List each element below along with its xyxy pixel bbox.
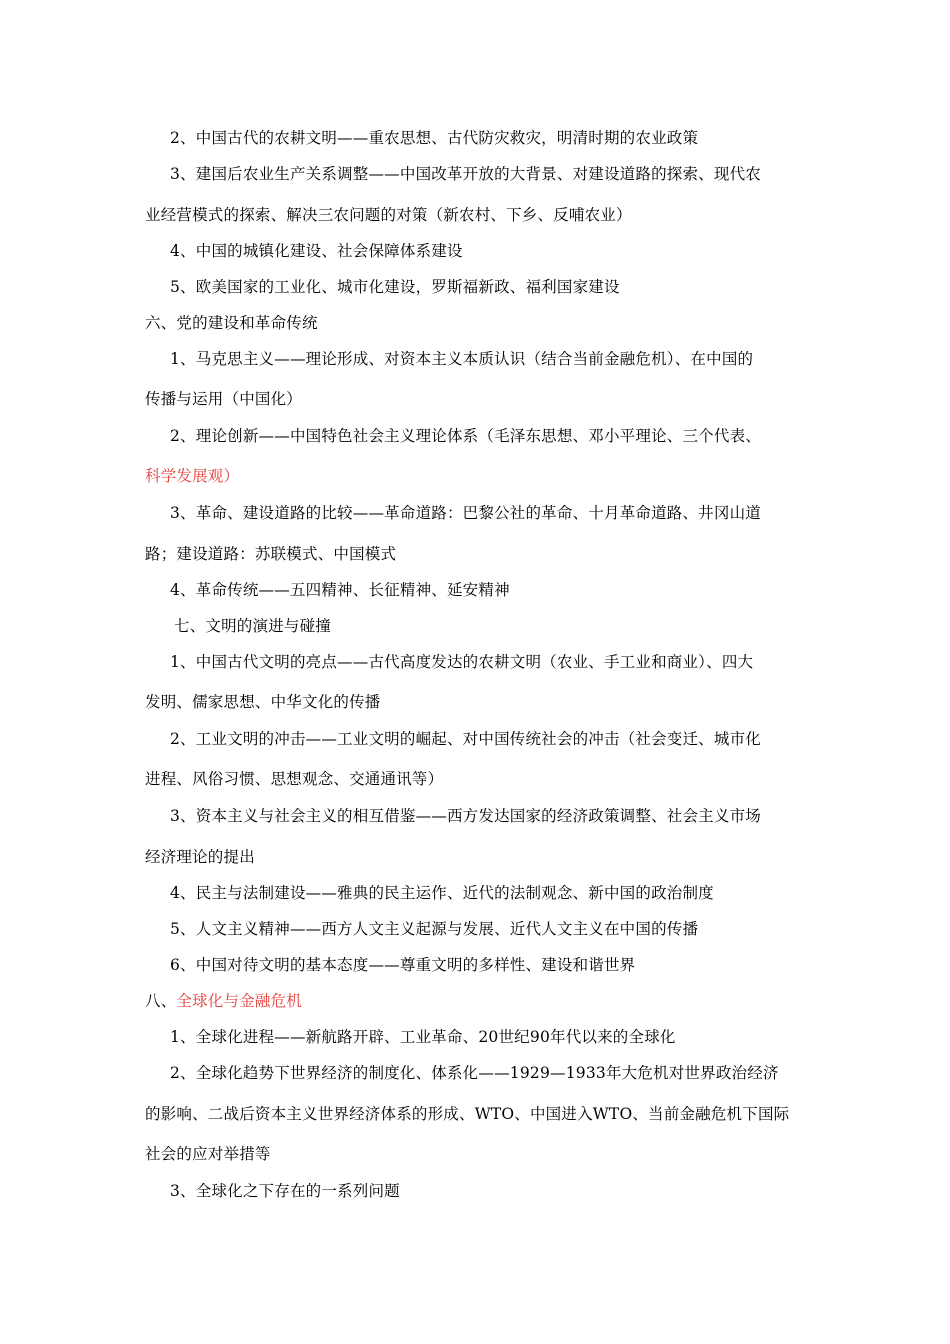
item-2-globalization-line1: 2、全球化趋势下世界经济的制度化、体系化——1929—1933年大危机对世界政治经济 bbox=[170, 1064, 779, 1082]
item-2-theory-line1: 2、理论创新——中国特色社会主义理论体系（毛泽东思想、邓小平理论、三个代表、 bbox=[170, 427, 761, 445]
section-8-title: 全球化与金融危机 bbox=[176, 992, 303, 1010]
item-3-problems: 3、全球化之下存在的一系列问题 bbox=[170, 1182, 400, 1200]
item-5-industrialization: 5、欧美国家的工业化、城市化建设，罗斯福新政、福利国家建设 bbox=[170, 278, 620, 296]
item-3-capitalism-line2: 经济理论的提出 bbox=[145, 848, 255, 866]
item-6-attitude: 6、中国对待文明的基本态度——尊重文明的多样性、建设和谐世界 bbox=[170, 956, 636, 974]
item-2-theory-line2: 科学发展观） bbox=[145, 467, 240, 485]
item-1-globalization: 1、全球化进程——新航路开辟、工业革命、20世纪90年代以来的全球化 bbox=[170, 1028, 676, 1046]
item-2-agriculture: 2、中国古代的农耕文明——重农思想、古代防灾救灾，明清时期的农业政策 bbox=[170, 129, 699, 147]
item-2-industrial-line1: 2、工业文明的冲击——工业文明的崛起、对中国传统社会的冲击（社会变迁、城市化 bbox=[170, 730, 761, 748]
item-2-globalization-line3: 社会的应对举措等 bbox=[145, 1145, 271, 1163]
item-1-marxism-line2: 传播与运用（中国化） bbox=[145, 390, 303, 408]
section-8-heading bbox=[145, 991, 815, 1011]
item-3-capitalism-line1: 3、资本主义与社会主义的相互借鉴——西方发达国家的经济政策调整、社会主义市场 bbox=[170, 807, 761, 825]
item-2-globalization-line2: 的影响、二战后资本主义世界经济体系的形成、WTO、中国进入WTO、当前金融危机下国际 bbox=[145, 1105, 790, 1123]
item-4-democracy: 4、民主与法制建设——雅典的民主运作、近代的法制观念、新中国的政治制度 bbox=[170, 884, 714, 902]
item-3-revolution-line2: 路；建设道路：苏联模式、中国模式 bbox=[145, 545, 397, 563]
item-3-revolution-line1: 3、革命、建设道路的比较——革命道路：巴黎公社的革命、十月革命道路、井冈山道 bbox=[170, 504, 761, 522]
section-6-heading: 六、党的建设和革命传统 bbox=[145, 314, 318, 332]
item-3-agriculture-line1: 3、建国后农业生产关系调整——中国改革开放的大背景、对建设道路的探索、现代农 bbox=[170, 165, 761, 183]
item-4-tradition: 4、革命传统——五四精神、长征精神、延安精神 bbox=[170, 581, 510, 599]
item-3-agriculture-line2: 业经营模式的探索、解决三农问题的对策（新农村、下乡、反哺农业） bbox=[145, 206, 632, 224]
item-2-industrial-line2: 进程、风俗习惯、思想观念、交通通讯等） bbox=[145, 770, 444, 788]
item-4-urbanization: 4、中国的城镇化建设、社会保障体系建设 bbox=[170, 242, 463, 260]
item-1-marxism-line1: 1、马克思主义——理论形成、对资本主义本质认识（结合当前金融危机）、在中国的 bbox=[170, 350, 754, 368]
section-7-heading: 七、文明的演进与碰撞 bbox=[174, 617, 332, 635]
item-1-civilization-line2: 发明、儒家思想、中华文化的传播 bbox=[145, 693, 381, 711]
item-5-humanism: 5、人文主义精神——西方人文主义起源与发展、近代人文主义在中国的传播 bbox=[170, 920, 699, 938]
section-8-number: 八、 bbox=[145, 992, 177, 1010]
item-1-civilization-line1: 1、中国古代文明的亮点——古代高度发达的农耕文明（农业、手工业和商业）、四大 bbox=[170, 653, 754, 671]
